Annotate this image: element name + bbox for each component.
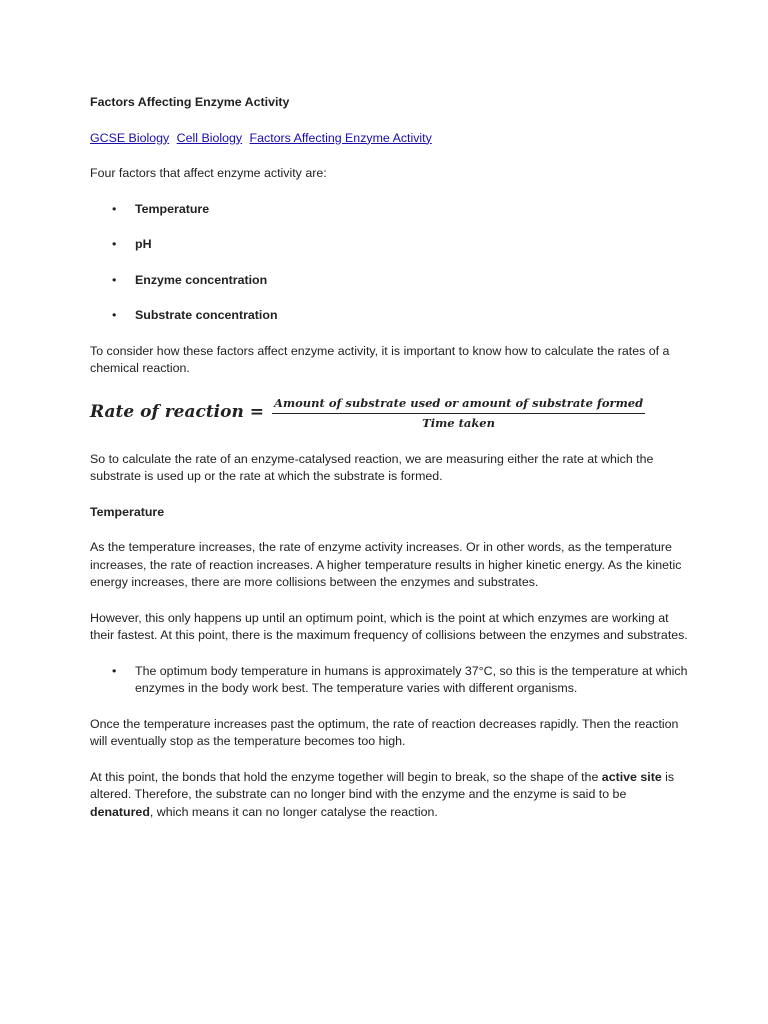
denatured-term: denatured	[90, 804, 150, 819]
factor-list	[90, 201, 688, 325]
text-run: , which means it can no longer catalyse the reaction.	[149, 804, 438, 819]
breadcrumb	[90, 130, 688, 148]
bullet-icon: •	[112, 663, 117, 678]
list-item	[90, 272, 688, 290]
list-item	[90, 663, 688, 698]
bullet-icon: •	[112, 201, 117, 216]
active-site-term: active site	[601, 769, 662, 784]
breadcrumb-link-factors[interactable]: Factors Affecting Enzyme Activity	[249, 130, 432, 145]
intro-paragraph: Four factors that affect enzyme activity are:	[90, 166, 327, 180]
temperature-paragraph-4	[90, 769, 688, 822]
breadcrumb-link-cell-biology[interactable]: Cell Biology	[176, 130, 243, 145]
factor-label: Substrate concentration	[135, 308, 278, 322]
bullet-icon: •	[112, 272, 117, 287]
breadcrumb-link-gcse-biology[interactable]: GCSE Biology	[90, 130, 170, 145]
temperature-paragraph-2: However, this only happens up until an optimum point, which is the point at which enzymes are working at their fastest. At this point, there is the maximum frequency of collisions between the enzymes and substrates.	[90, 610, 688, 642]
formula-fraction	[272, 396, 645, 431]
temperature-bullet-list	[90, 663, 688, 698]
list-item	[90, 236, 688, 254]
formula-numerator: Amount of substrate used or amount of substrate formed	[272, 396, 645, 414]
bullet-icon: •	[112, 237, 117, 251]
list-item	[90, 201, 688, 219]
formula-denominator: Time taken	[422, 415, 495, 430]
text-run: At this point, the bonds that hold the enzyme together will begin to break, so the shape of the	[90, 769, 602, 784]
page-title: Factors Affecting Enzyme Activity	[90, 95, 290, 109]
text-run: is altered. Therefore, the substrate can no longer bind with the enzyme and the enzyme is said to be	[90, 769, 675, 801]
optimum-temperature-note: The optimum body temperature in humans is approximately 37°C, so this is the temperature at which enzymes in the body work best. The temperature varies with different organisms.	[135, 663, 688, 695]
rate-formula	[90, 396, 688, 431]
consider-paragraph: To consider how these factors affect enzyme activity, it is important to know how to calculate the rates of a chemical reaction.	[90, 343, 670, 375]
list-item	[90, 307, 688, 325]
factor-label: Temperature	[135, 201, 210, 216]
factor-label: Enzyme concentration	[135, 272, 268, 287]
temperature-heading: Temperature	[90, 504, 165, 519]
calc-paragraph: So to calculate the rate of an enzyme-catalysed reaction, we are measuring either the rate at which the substrate is used up or the rate at which the substrate is formed.	[90, 451, 654, 483]
bullet-icon: •	[112, 308, 117, 322]
factor-label: pH	[135, 237, 152, 251]
formula-lhs: Rate of reaction =	[90, 402, 265, 423]
temperature-paragraph-1: As the temperature increases, the rate of enzyme activity increases. Or in other words, as the temperature increases, the rate of reaction increases. A higher temperature results in higher kinetic energy. As the kinetic energy increases, there are more collisions between the enzymes and substrates.	[90, 540, 682, 589]
temperature-paragraph-3: Once the temperature increases past the optimum, the rate of reaction decreases rapidly. Then the reaction will eventually stop as the temperature becomes too high.	[90, 716, 679, 748]
